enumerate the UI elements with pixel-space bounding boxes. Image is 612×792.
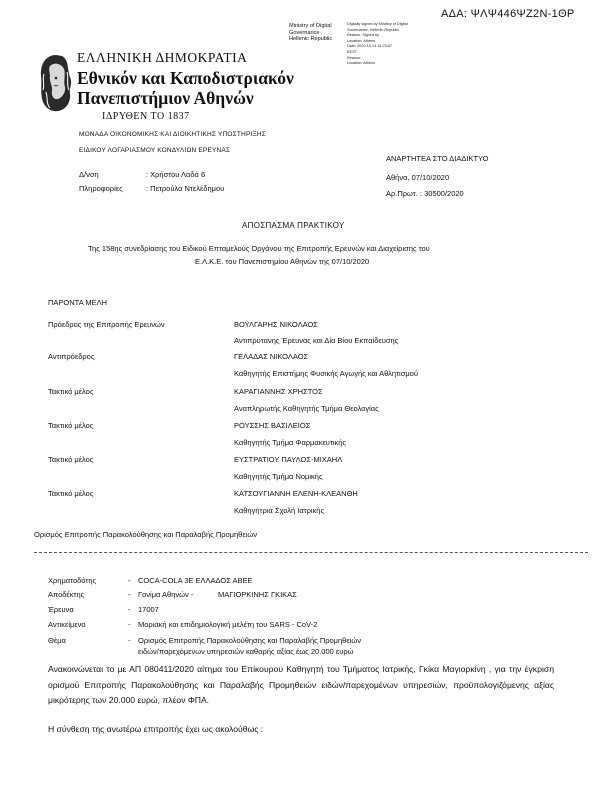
detail-value: Γονίμα Αθηνών - [138, 590, 194, 599]
member-title: Καθηγητής Τμήμα Νομικής [234, 472, 323, 481]
university-emblem [36, 52, 76, 114]
ada-code: ΑΔΑ: ΨΛΨ446ΨΖ2Ν-1ΘΡ [441, 8, 575, 20]
detail-separator: - [128, 605, 131, 614]
detail-label: Αντικείμενο [48, 620, 86, 629]
member-role: Τακτικό μέλος [48, 455, 94, 464]
member-title: Αντιπρύτανης Έρευνας και Δία Βίου Εκπαίδευσης [234, 336, 399, 345]
signature-issuer [289, 23, 332, 43]
detail-separator: - [128, 636, 131, 645]
member-name: ΚΑΡΑΓΙΑΝΝΗΣ ΧΡΗΣΤΟΣ [234, 387, 323, 396]
detail-value: 17007 [138, 605, 159, 614]
signature-detail-line: Location: Athens [347, 38, 376, 43]
university-name-line2: Πανεπιστήμιον Αθηνών [77, 88, 254, 108]
detail-separator: - [128, 590, 131, 599]
member-name: ΕΥΣΤΡΑΤΙΟΥ ΠΑΥΛΟΣ-ΜΙΧΑΗΛ [234, 455, 343, 464]
document-title: ΑΠΟΣΠΑΣΜΑ ΠΡΑΚΤΙΚΟΥ [242, 221, 345, 230]
posting-date: Αθήνα, 07/10/2020 [386, 173, 450, 182]
signature-issuer-line: Hellenic Republic [289, 36, 333, 43]
info-value: : Πετρούλα Ντελέδημου [146, 184, 225, 193]
section-title: Ορισμός Επιτροπής Παρακολούθησης και Παραλαβής Προμηθειών [34, 530, 257, 539]
detail-label: Έρευνα [48, 605, 74, 614]
member-role: Τακτικό μέλος [48, 387, 94, 396]
address-value: : Χρήστου Λαδά 6 [146, 170, 206, 179]
signature-detail-line: Location: Athens [347, 61, 376, 66]
signature-detail-line: EEST [347, 49, 357, 54]
republic-heading: ΕΛΛΗΝΙΚΗ ΔΗΜΟΚΡΑΤΙΑ [77, 50, 248, 65]
member-name: ΓΕΛΑΔΑΣ ΝΙΚΟΛΑΟΣ [234, 352, 309, 361]
signature-detail-line: Date: 2020.10.13 14:23:07 [347, 44, 392, 49]
detail-separator: - [128, 620, 131, 629]
detail-label: Χρηματοδότης [48, 576, 97, 585]
address-label: Δ/νση [79, 170, 99, 179]
signature-details [347, 22, 408, 67]
university-name-line1: Εθνικόν και Καποδιστριακόν [77, 68, 294, 88]
detail-value-extra: ΜΑΓΙΟΡΚΙΝΗΣ ΓΚΙΚΑΣ [218, 590, 297, 599]
detail-label: Αποδέκτης [48, 590, 85, 599]
signature-issuer-line: Ministry of Digital [289, 23, 332, 29]
info-label: Πληροφορίες [79, 184, 123, 193]
section-divider [34, 552, 588, 553]
member-role: Πρόεδρος της Επιτροπής Ερευνών [48, 320, 165, 329]
signature-detail-line: Reason: Signed by [347, 33, 380, 38]
member-title: Αναπληρωτής Καθηγητής Τμήμα Θεολογίας [234, 404, 379, 413]
signature-detail-line: Governance, Hellenic Republic [347, 27, 400, 32]
detail-label: Θέμα [48, 636, 66, 645]
closing-line: Η σύνθεση της ανωτέρω επιτροπής έχει ως ακολούθως : [48, 724, 264, 734]
member-role: Αντιπρόεδρος [48, 352, 95, 361]
detail-separator: - [128, 576, 131, 585]
unit-line-2: ΕΙΔΙΚΟΥ ΛΟΓΑΡΙΑΣΜΟΥ ΚΟΝΔΥΛΙΩΝ ΕΡΕΥΝΑΣ [79, 147, 231, 154]
member-role: Τακτικό μέλος [48, 489, 94, 498]
detail-value: COCA-COLA 3E ΕΛΛΑΔΟΣ ΑΒΕΕ [138, 576, 253, 585]
posting-notice: ΑΝΑΡΤΗΤΕΑ ΣΤΟ ΔΙΑΔΙΚΤΥΟ [386, 154, 489, 163]
signature-detail-line: Digitally signed by Ministry of Digital [347, 22, 408, 26]
body-paragraph: Ανακοινώνεται το με ΑΠ 080411/2020 αίτημα του Επίκουρου Καθηγητή του Τμήματος Ιατρικής, Γκίκα Μαγιορκίνη , για την έγκριση ορισμού Επιτροπής Παρακολούθησης και Παραλαβής Προμηθειών ειδών/παρεχομένων υπηρεσιών, προϋπολογιζόμενης αξίας μικρότερης των 20.000 ευρώ, πλέον ΦΠΑ. [48, 664, 554, 705]
member-title: Καθηγητής Επιστήμης Φυσικής Αγωγής και Αθλητισμού [234, 369, 418, 378]
detail-value: Μοριακή και επιδημιολογική μελέτη του SARS - CoV-2 [138, 620, 318, 629]
detail-value-extra: ειδών/παρεχόμενων υπηρεσιών καθαρής αξίας έως 20.000 ευρώ [138, 647, 354, 656]
member-role: Τακτικό μέλος [48, 421, 94, 430]
unit-line-1: ΜΟΝΑΔΑ ΟΙΚΟΝΟΜΙΚΗΣ ΚΑΙ ΔΙΟΙΚΗΤΙΚΗΣ ΥΠΟΣΤΗΡΙΞΗΣ [79, 131, 267, 138]
signature-detail-line: Reason: [347, 55, 362, 60]
founded-line: ΙΔΡΥΘΕΝ ΤΟ 1837 [102, 111, 190, 122]
member-name: ΚΑΤΣΟΥΓΙΑΝΝΗ ΕΛΕΝΗ-ΚΛΕΑΝΘΗ [234, 489, 358, 498]
member-title: Καθηγήτρια Σχολή Ιατρικής [234, 506, 325, 515]
intro-line-1: Της 158ης συνεδρίασης του Ειδικού Επταμελούς Οργάνου της Επιτροπής Ερευνών και Διαχείρισης του [88, 244, 430, 253]
member-name: ΡΟΥΣΣΗΣ ΒΑΣΙΛΕΙΟΣ [234, 421, 311, 430]
protocol-number: Αρ.Πρωτ. : 30500/2020 [386, 189, 464, 198]
intro-line-2: Ε.Λ.Κ.Ε. του Πανεπιστημίου Αθηνών της 07/10/2020 [195, 257, 370, 266]
members-heading: ΠΑΡΟΝΤΑ ΜΕΛΗ [48, 298, 108, 307]
member-name: ΒΟΥΛΓΑΡΗΣ ΝΙΚΟΛΑΟΣ [234, 320, 318, 329]
signature-issuer-line: Governance [289, 29, 320, 36]
member-title: Καθηγητής Τμήμα Φαρμακευτικής [234, 438, 347, 447]
detail-value: Ορισμός Επιτροπής Παρακολούθησης και Παραλαβής Προμηθειών [138, 636, 361, 645]
